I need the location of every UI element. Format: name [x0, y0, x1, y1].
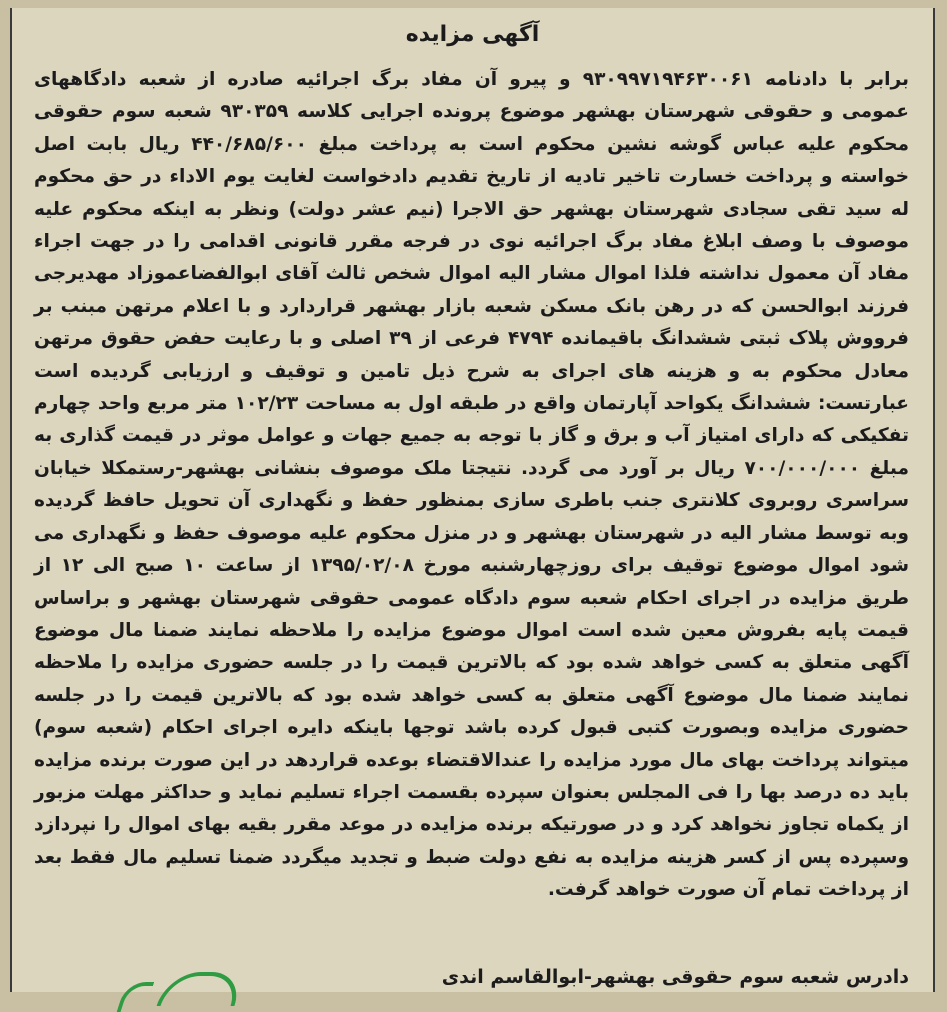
- newspaper-clipping: [10, 8, 935, 992]
- notice-signature: دادرس شعبه سوم حقوقی بهشهر-ابوالقاسم اندی: [441, 966, 909, 988]
- notice-body: برابر با دادنامه ۹۳۰۹۹۷۱۹۴۶۳۰۰۶۱ و پیرو آن مفاد برگ اجرائیه صادره از شعبه دادگاههای عمومی و حقوقی شهرستان بهشهر موضوع پرونده اجرایی کلاسه ۹۳۰۳۵۹ شعبه سوم حقوقی محکوم علیه عباس گوشه نشین محکوم است به پرداخت مبلغ ۴۴۰/۶۸۵/۶۰۰ ریال بابت اصل خواسته و پرداخت خسارت تاخیر تادیه از تاریخ تقدیم دادخواست لغایت یوم الاداء در حق محکوم له سید تقی سجادی شهرستان بهشهر حق الاجرا (نیم عشر دولت) ونظر به اینکه محکوم علیه موصوف با وصف ابلاغ مفاد برگ اجرائیه نوی در فرجه مقرر قانونی اقدامی را در جهت اجراء مفاد آن معمول نداشته فلذا اموال مشار الیه اموال شخص ثالث آقای ابوالفضاعموزاد مهدیرجی فرزند ابوالحسن که در رهن بانک مسکن شعبه بازار بهشهر قراردارد و با اعلام مرتهن مبنب بر فرووش پلاک ثبتی ششدانگ باقیمانده ۴۷۹۴ فرعی از ۳۹ اصلی و با رعایت حفض حقوق مرتهن معادل محکوم به و هزینه های اجرای به شرح ذیل تامین و توقیف و ارزیابی گردیده است عبارتست: ششدانگ یکواحد آپارتمان واقع در طبقه اول به مساحت ۱۰۲/۲۳ متر مربع واحد چهارم تفکیکی که دارای امتیاز آب و برق و گاز با توجه به جمیع جهات و عوامل موثر در قیمت گذاری به مبلغ ۷۰۰/۰۰۰/۰۰۰ ریال بر آورد می گردد. نتیجتا ملک موصوف بنشانی بهشهر-رستمکلا خیابان سراسری روبروی کلانتری جنب باطری سازی بمنظور حفظ و نگهداری آن تحویل حافظ گردیده وبه توسط مشار الیه در شهرستان بهشهر و در منزل محکوم علیه موصوف حفظ و نگهداری می شود اموال موضوع توقیف برای روزچهارشنبه مورخ ۱۳۹۵/۰۲/۰۸ از ساعت ۱۰ صبح الی ۱۲ از طریق مزایده در اجرای احکام شعبه سوم دادگاه عمومی حقوقی شهرستان بهشهر و براساس قیمت پایه بفروش معین شده است اموال موضوع مزایده را ملاحظه نمایند ضمنا مال موضوع آگهی متعلق به کسی خواهد شده بود که بالاترین قیمت را در جلسه حضوری مزایده را ملاحظه نمایند ضمنا مال موضوع آگهی متعلق به کسی خواهد شده بود که بالاترین قیمت را در جلسه حضوری مزایده وبصورت کتبی قبول کرده باشد توجها باینکه دایره اجرای احکام (شعبه سوم) میتواند پرداخت بهای مال مورد مزایده را عندالاقتضاء بوعده قراردهد در این صورت برنده مزایده باید ده درصد بها را فی المجلس بعنوان سپرده بقسمت اجراء تسلیم نماید و حداکثر مهلت مزبور از یکماه تجاوز نخواهد کرد و در صورتیکه برنده مزایده در موعد مقرر بقیه بهای اموال را نپردازد وسپرده پس از کسر هزینه مزایده به نفع دولت ضبط و تجدید میگردد ضمنا تسلیم مال فقط بعد از پرداخت تمام آن صورت خواهد گرفت.: [34, 69, 909, 901]
- page-number-mark: [156, 972, 245, 1006]
- notice-title: آگهی مزایده: [405, 22, 540, 47]
